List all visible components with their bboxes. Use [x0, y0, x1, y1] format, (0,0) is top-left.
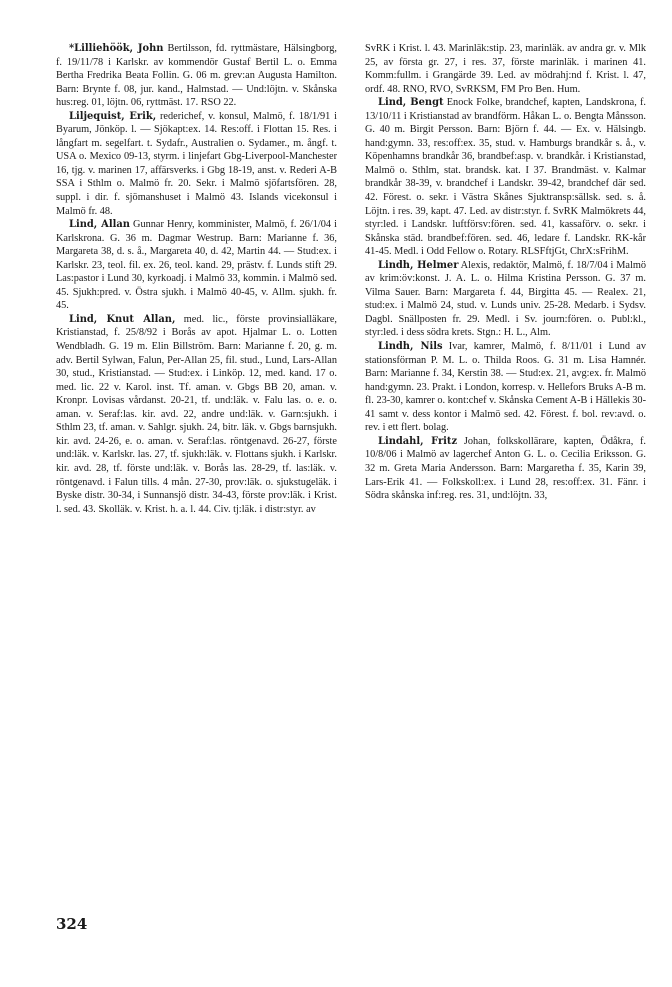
right-column	[365, 42, 646, 503]
entry-name: *Lilliehöök, John	[69, 43, 164, 54]
entry-text: Bertilsson, fd. ryttmästare, Hälsingborg, f. 19/11/78 i Karlskr. av kommendör Gustaf Bertil L. o. Emma Bertha Fredrika Beata Follin. G. 06 m. grev:an Augusta Hamilton. Barn: Brynte f. 08, jur. kand., Halmstad. — Und:löjtn. v. Skånska hus:reg. 01, löjtn. 06, ryttmäst. 17. RSO 22.	[56, 43, 338, 109]
biography-entry	[56, 313, 337, 516]
entry-name: Liljequist, Erik,	[69, 110, 157, 122]
entry-text: SvRK i Krist. l. 43. Marinläk:stip. 23, marinläk. av andra gr. v. Mlk 25, av första gr. 27, i res. 37, förste marinläk. i marinen 41. Komm:fullm. i Grangärde 39. Led. av mödrahj:nd f. Krist. l. 47, ordf. 48. RNO, RVO, SvRKSM, FM Pro Ben. Hum.	[365, 43, 646, 95]
entry-text: Alexis, redaktör, Malmö, f. 18/7/04 i Malmö av krim:öv:konst. J. A. L. o. Hilma Kristina Persson. G. 37 m. Vilma Sauer. Barn: Margareta f. 44, Birgitta 45. — Realex. 21, stud:ex. i Malmö 24, stud. v. Lunds univ. 25-28. Medarb. i Sydsv. Dagbl. Snällposten fr. 29. Medl. i Sv. journ:fören. o. Publ:kl., styr:led. i dess södra krets. Stgn.: H. L., Alm.	[365, 259, 646, 339]
entry-text: rederichef, v. konsul, Malmö, f. 18/1/91 i Byarum, Jönköp. l. — Sjökapt:ex. 14. Res:off. i Flottan 15. Res. i långfart m. segelfart. t. Sydafr., Australien o. Sydamer., m. ångf. t. USA o. Mexico 09-13, styrm. i linjefart Gbg-Liverpool-Manchester 16, tjg. v. marinen 17, affärsverks. i Gbg 18-19, anst. v. Rederi A-B SSA i Sthlm o. Malmö fr. 20. Sekr. i Malmö sjöfartsfören. 28, suppl. i dir. f. sjömanshuset i Malmö 43. Islands vicekonsul i Malmö fr. 48.	[56, 110, 337, 217]
biography-entry	[365, 259, 646, 340]
entry-text: Gunnar Henry, komminister, Malmö, f. 26/1/04 i Karlskrona. G. 36 m. Dagmar Westrup. Barn: Marianne f. 36, Margareta 38, d. s. å., Margareta 40, d. 42, Martin 44. — Stud:ex. i Karlskr. 23, teol. fil. ex. 26, teol. kand. 29, prästv. f. Lunds stift 29. Las:pastor i Lund 30, kyrkoadj. i Malmö 33, kommin. i Malmö sed. 45. Sjukh:pred. v. Östra sjukh. i Malmö 40-45, v. Allm. sjukh. fr. 45.	[56, 219, 337, 312]
entry-name: Lindh, Helmer	[378, 259, 459, 271]
biography-entry	[365, 340, 646, 435]
biography-entry	[56, 218, 337, 313]
page-number: 324	[56, 915, 88, 933]
entry-text: Ivar, kamrer, Malmö, f. 8/11/01 i Lund av stationsförman P. M. L. o. Thilda Roos. G. 31 m. Lisa Hamnér. Barn: Marianne f. 34, Kerstin 38. — Stud:ex. 21, avg:ex. fr. Malmö hand:gymn. 23. Prakt. i London, korresp. v. Hellefors Bruks A-B m. fl. 23-30, kamrer o. kont:chef v. Skånska Cement A-B i Hällekis 30-41 samt v. dess kontor i Malmö sed. 42. Förest. f. bol. rev:avd. o. rev. i ett flert. bolag.	[365, 341, 647, 434]
biography-entry	[56, 42, 337, 110]
biography-entry	[56, 110, 337, 218]
entry-name: Lindh, Nils	[378, 341, 443, 353]
entry-text: Enock Folke, brandchef, kapten, Landskrona, f. 13/10/11 i Kristianstad av brandförm. Håkan L. o. Bengta Månsson. G. 40 m. Birgit Persson. Barn: Björn f. 44. — Ex. v. Hälsingb. hand:gymn. 33, res:off:ex. 35, stud. v. Hamburgs brandkår s. å., v. Köpenhamns brandkår 36, brandbef:asp. v. brandkår. i Kristianstad, Malmö o. Sthlm, stat. brandsk. kat. I 37. Brandmäst. v. Kalmar brandkår 38-39, v. brandchef i Landskr. 39-42, brandchef där sed. 42. Förest. o. sekr. i Västra Skånes Sjuktransp:sällsk. sed. s. å. Löjtn. i res. 39, kapt. 47. Led. av distr:styr. f. SvRK Malmökrets 44, styr:led. i Landskr. luftförsv:fören. sed. 41, kassaförv. o. sekr. i Skånska städ. brandbef:fören. sed. 46, ledare f. Landskr. RK-kår 41-45. Medl. i Odd Fellow o. Rotary. RLSFftjGt, ChrX:sFrihM.	[365, 97, 646, 258]
biography-entry	[365, 96, 646, 259]
entry-text: Johan, folkskollärare, kapten, Ödåkra, f. 10/8/06 i Malmö av lagerchef Anton G. L. o. Cecilia Eriksson. G. 32 m. Greta Maria Andersson. Barn: Margaretha f. 35, Karin 39, Lars-Erik 41. — Folkskoll:ex. i Lund 28, res:off:ex. 31. Fänr. i Södra skånska inf:reg. res. 31, und:löjtn. 33,	[365, 435, 647, 502]
entry-name: Lind, Knut Allan,	[69, 313, 176, 325]
entry-name: Lind, Bengt	[378, 97, 444, 109]
left-column	[56, 42, 337, 516]
entry-text: med. lic., förste provinsialläkare, Kristianstad, f. 25/8/92 i Borås av apot. Hjalmar L. o. Lotten Wendbladh. G. 19 m. Elin Billström. Barn: Marianne f. 20, g. m. adv. Bertil Sylwan, Falun, Per-Allan 25, fil. stud., Lund, Lars-Allan 30, stud., Kristianstad. — Stud:ex. i Linköp. 12, med. kand. 17 o. med. lic. 22 v. Karol. inst. Tf. aman. v. Gbgs BB 20, aman. v. Kronpr. Lovisas vårdanst. 20-21, tf. und:läk. v. Falu las. o. e. o. aman. v. Seraf:las. kir. avd. 22, andre und:läk. v. Garn:sjukh. i Sthlm 23, tf. aman. v. Sahlgr. sjukh. 24, bitr. läk. v. Gbgs barnsjukh. kir. avd. 24-26, e. o. aman. v. Seraf:las. röntgenavd. 26-27, förste und:läk. v. Karlskr. las. 27, tf. sjukh:läk. v. Flottans sjukh. i Karlskr. kir. avd. 28, tf. förste und:läk. v. Borås las. 28-29, tf. las:läk. v. röntgenavd. i Falun tills. 4 mån. 27-30, prov:läk. o. sjukstugeläk. i Byske distr. 30-34, i Sunnansjö distr. 34-43, förste prov:läk. i Krist. l. sed. 43. Skolläk. v. Krist. h. a. l. 44. Civ. tj:läk. i distr:styr. av	[56, 313, 337, 515]
entry-name: Lind, Allan	[69, 219, 130, 231]
entry-name: Lindahl, Fritz	[378, 435, 458, 447]
biography-entry	[365, 435, 646, 503]
biography-entry	[365, 42, 646, 96]
